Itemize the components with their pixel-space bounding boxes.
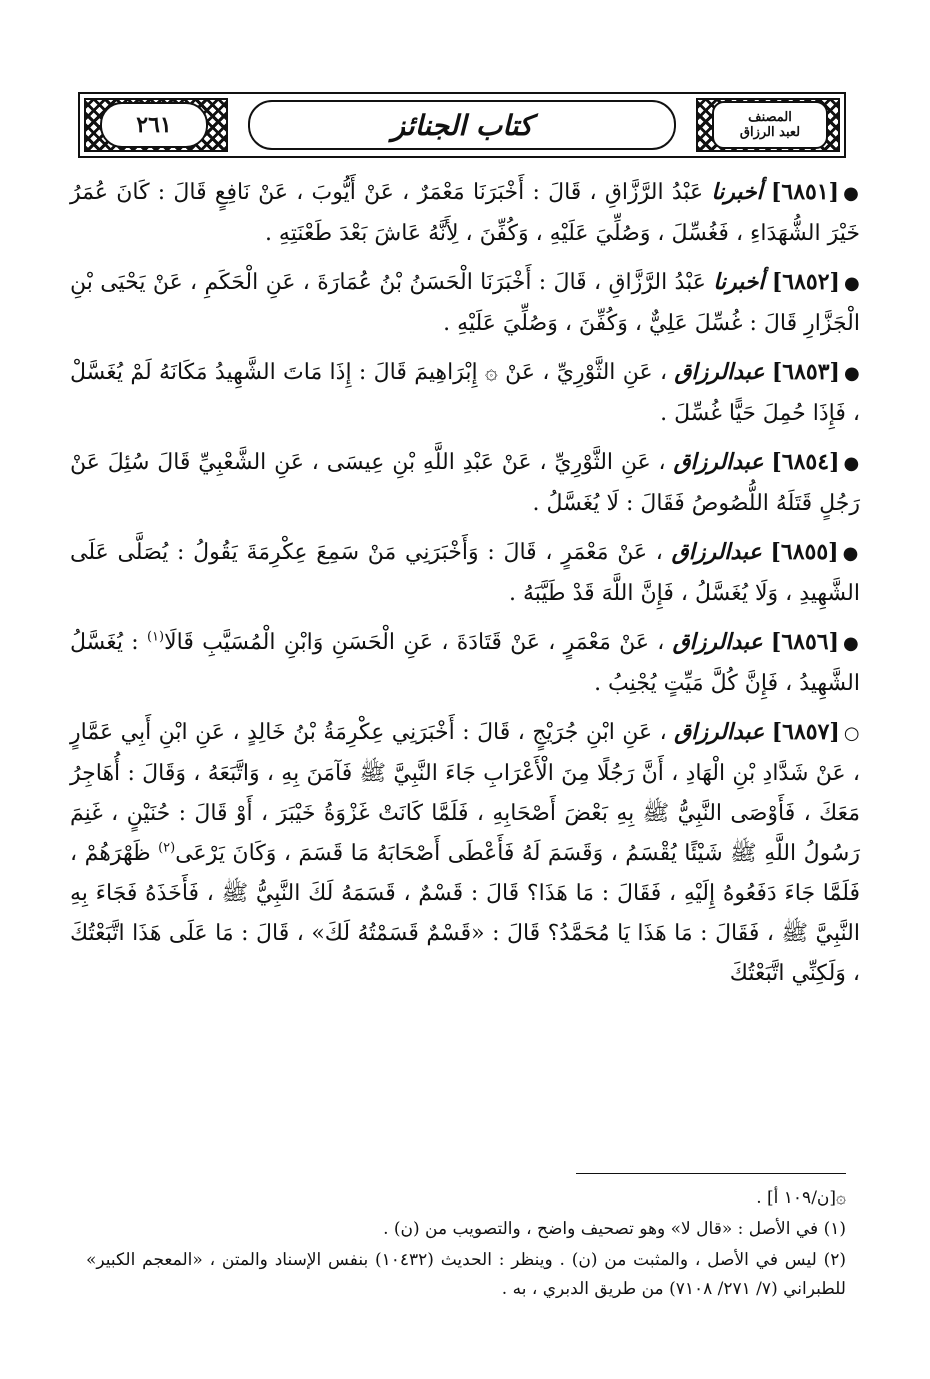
entry-marker: ● (843, 273, 860, 294)
footnote-ref: (١) (146, 629, 165, 645)
hadith-entry (70, 442, 860, 524)
entry-lead: أخبرنا (711, 179, 763, 205)
book-emblem-line2: لعبد الرزاق (739, 125, 801, 140)
footnote: (٢) ليس في الأصل ، والمثبت من (ن) . وينظر : الحديث (١٠٤٣٢) بنفس الإسناد والمتن ، «المعجم الكبير» للطبراني (٧/ ٢٧١/ ٧١٠٨) من طريق الدبري ، به . (86, 1250, 846, 1299)
hadith-entry (70, 262, 860, 344)
book-emblem (712, 101, 828, 149)
entry-number: [٦٨٥١] (770, 179, 840, 205)
entry-text: عَبْدُ الرَّزَّاقِ ، قَالَ : أَخْبَرَنَا مَعْمَرٌ ، عَنْ أَيُّوبَ ، عَنْ نَافِعٍ قَالَ : كَانَ عُمَرُ خَيْرَ الشُّهَدَاءِ ، فَغُسِّلَ ، وَصُلِّيَ عَلَيْهِ ، وَكُفِّنَ ، لِأَنَّهُ عَاشَ بَعْدَ طَعْنَتِهِ . (70, 180, 860, 246)
entry-text-continued: : يُغَسَّلُ الشَّهِيدُ ، فَإِنَّ كُلَّ مَيِّتٍ يُجْنِبُ . (70, 630, 860, 696)
footnote: ۞[ن/١٠٩ أ] . (756, 1188, 846, 1208)
page-header (78, 92, 846, 158)
entry-marker: ● (843, 363, 860, 384)
page-number: ٢٦١ (100, 102, 208, 148)
entry-number: [٦٨٥٤] (771, 449, 840, 475)
entry-lead: عبدالرزاق (672, 629, 763, 655)
entry-text: ، عَنِ الثَّوْرِيِّ ، عَنْ ۞ إِبْرَاهِيمَ قَالَ : إِذَا مَاتَ الشَّهِيدُ مَكَانَهُ لَمْ يُغَسَّلْ ، فَإِذَا حُمِلَ حَيًّا غُسِّلَ . (70, 360, 860, 426)
hadith-entry (70, 622, 860, 704)
entry-text-continued: ظَهْرَهُمْ ، فَلَمَّا جَاءَ دَفَعُوهُ إِلَيْهِ ، فَقَالَ : مَا هَذَا؟ قَالَ : قَسْمٌ ، قَسَمَهُ لَكَ النَّبِيُّ ﷺ ، فَأَخَذَهُ فَجَاءَ بِهِ النَّبِيَّ ﷺ ، فَقَالَ : مَا هَذَا يَا مُحَمَّدُ؟ قَالَ : «قَسْمٌ قَسَمْتُهُ لَكَ» ، قَالَ : مَا عَلَى هَذَا اتَّبَعْتُكَ ، وَلَكِنِّي اتَّبَعْتُكَ (70, 841, 860, 986)
entry-lead: عبدالرزاق (673, 449, 764, 475)
entry-text: ، عَنْ مَعْمَرٍ ، عَنْ قَتَادَةَ ، عَنِ الْحَسَنِ وَابْنِ الْمُسَيَّبِ قَالَا (164, 630, 665, 655)
entry-number: [٦٨٥٥] (770, 539, 839, 565)
entry-lead: أخبرنا (713, 269, 765, 295)
footnote-ref: (٢) (158, 840, 176, 856)
entry-number: [٦٨٥٧] (771, 719, 840, 745)
hadith-entry (70, 172, 860, 254)
entry-marker: ● (843, 453, 861, 474)
chapter-title: كتاب الجنائز (248, 100, 676, 150)
footnote: (١) في الأصل : «قال لا» وهو تصحيف واضح ، والتصويب من (ن) . (383, 1219, 846, 1239)
footnotes (86, 1184, 846, 1306)
entry-text: ، عَنِ ابْنِ جُرَيْجٍ ، قَالَ : أَخْبَرَنِي عِكْرِمَةُ بْنُ خَالِدٍ ، عَنِ ابْنِ أَبِي عَمَّارٍ ، عَنْ شَدَّادِ بْنِ الْهَادِ ، أَنَّ رَجُلًا مِنَ الْأَعْرَابِ جَاءَ النَّبِيَّ ﷺ فَآمَنَ بِهِ ، وَاتَّبَعَهُ ، وَقَالَ : أُهَاجِرُ مَعَكَ ، فَأَوْصَى النَّبِيُّ ﷺ بِهِ بَعْضَ أَصْحَابِهِ ، فَلَمَّا كَانَتْ غَزْوَةُ خَيْبَرَ ، أَوْ قَالَ : حُنَيْنٍ ، غَنِمَ رَسُولُ اللَّهِ ﷺ شَيْئًا يُقْسَمُ ، وَقَسَمَ لَهُ فَأَعْطَى أَصْحَابَهُ مَا قَسَمَ ، وَكَانَ يَرْعَى (70, 720, 860, 866)
entry-marker: ● (843, 183, 860, 204)
hadith-entry (70, 712, 860, 994)
entry-number: [٦٨٥٢] (771, 269, 840, 295)
hadith-entry (70, 532, 860, 614)
entry-text: عَبْدُ الرَّزَّاقِ ، قَالَ : أَخْبَرَنَا الْحَسَنُ بْنُ عُمَارَةَ ، عَنِ الْحَكَمِ ، عَنْ يَحْيَى بْنِ الْجَزَّارِ قَالَ : غُسِّلَ عَلِيٌّ ، وَكُفِّنَ ، وَصُلِّيَ عَلَيْهِ . (70, 270, 860, 336)
entry-text: ، عَنِ الثَّوْرِيِّ ، عَنْ عَبْدِ اللَّهِ بْنِ عِيسَى ، عَنِ الشَّعْبِيِّ قَالَ سُئِلَ عَنْ رَجُلٍ قَتَلَهُ اللُّصُوصُ فَقَالَ : لَا يُغَسَّلُ . (70, 450, 860, 516)
entry-number: [٦٨٥٣] (771, 359, 840, 385)
entry-text: ، عَنْ مَعْمَرٍ ، قَالَ : وَأَخْبَرَنِي مَنْ سَمِعَ عِكْرِمَةَ يَقُولُ : يُصَلَّى عَلَى الشَّهِيدِ ، وَلَا يُغَسَّلُ ، فَإِنَّ اللَّهَ قَدْ طَيَّبَهُ . (70, 540, 860, 606)
book-emblem-line1: المصنف (748, 110, 792, 125)
hadith-entry (70, 352, 860, 434)
entry-marker: ● (842, 543, 860, 564)
main-text (70, 172, 860, 1002)
entry-lead: عبدالرزاق (674, 359, 765, 385)
entry-marker: ● (843, 633, 860, 654)
footnote-divider (576, 1173, 846, 1174)
entry-marker: ○ (843, 723, 861, 744)
entry-number: [٦٨٥٦] (770, 629, 840, 655)
entry-lead: عبدالرزاق (671, 539, 762, 565)
entry-lead: عبدالرزاق (674, 719, 765, 745)
